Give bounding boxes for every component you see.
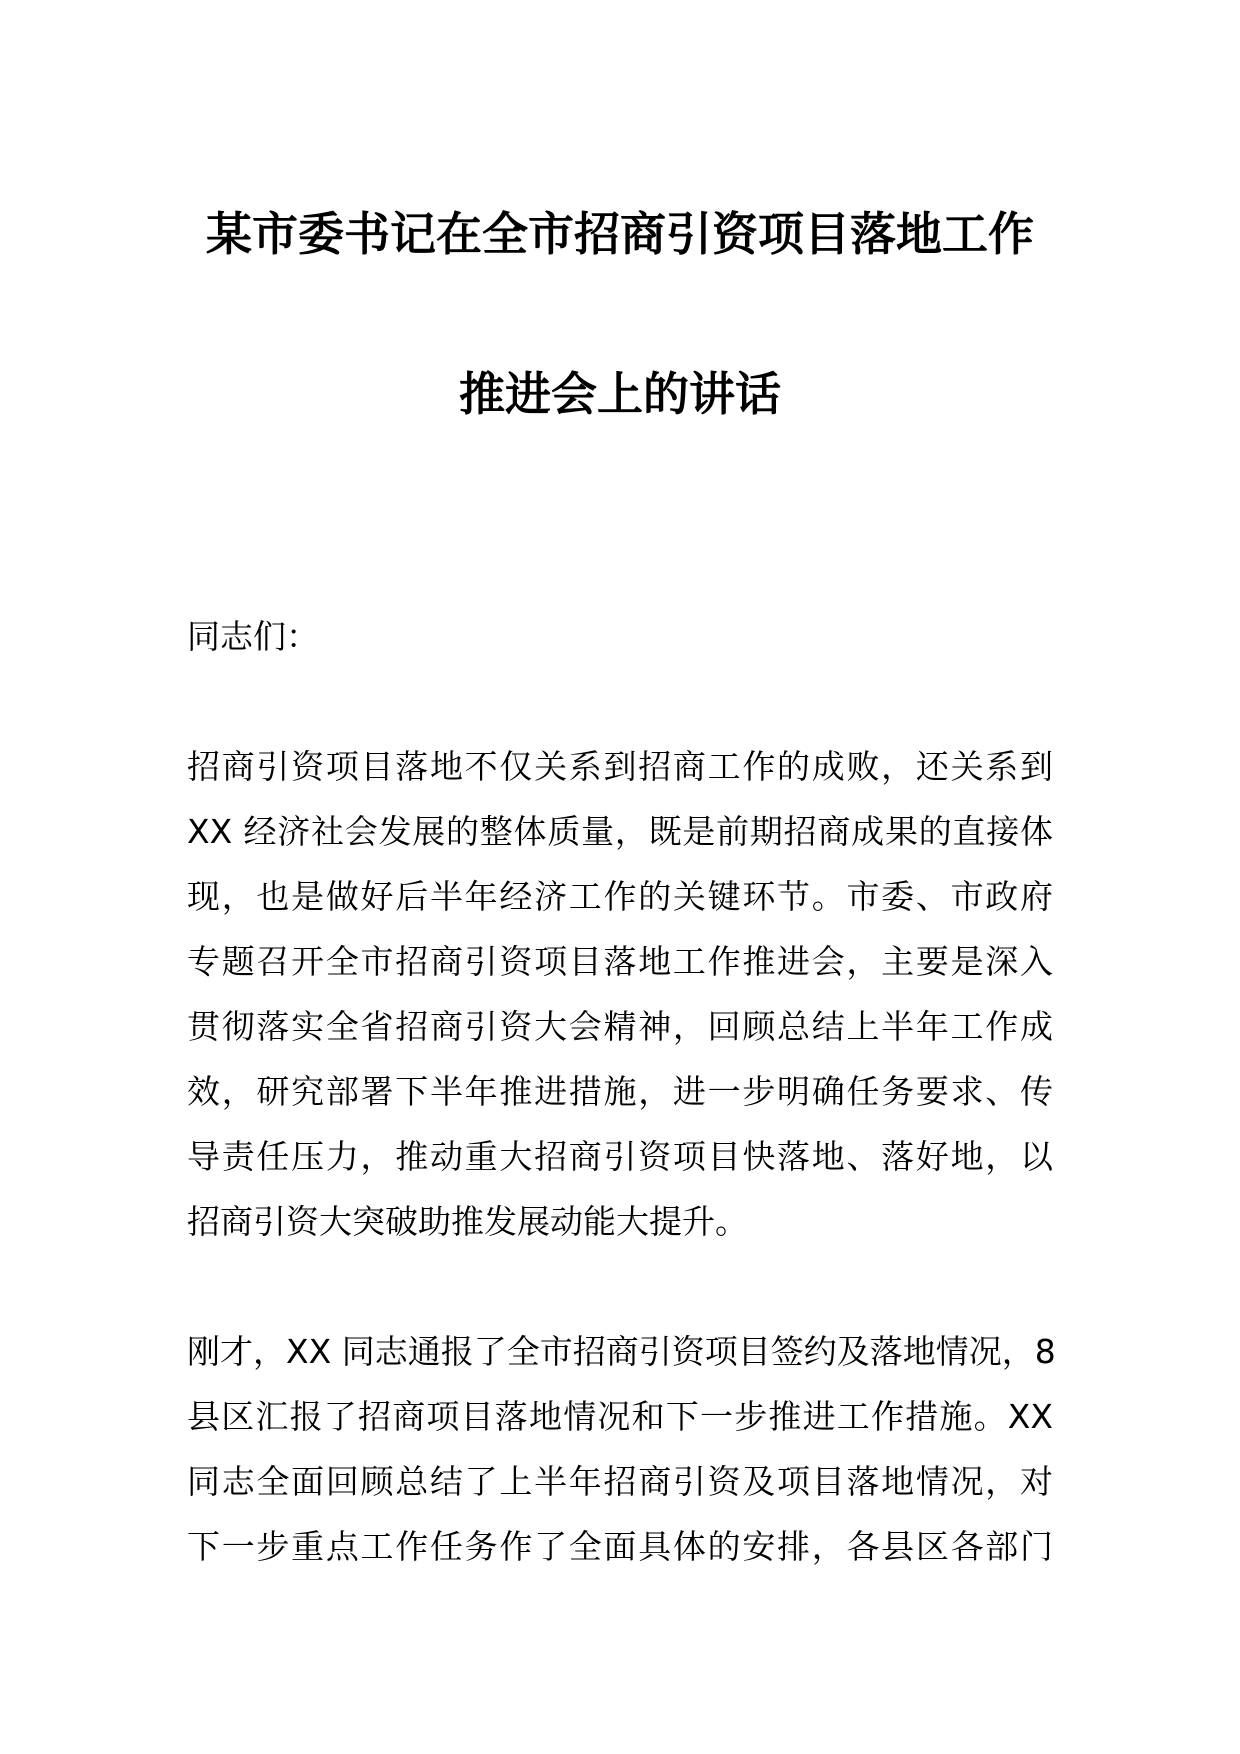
body-line: 专题召开全市招商引资项目落地工作推进会，主要是深入 <box>187 942 1053 981</box>
document-body <box>187 604 1056 1579</box>
body-line: 县区汇报了招商项目落地情况和下一步推进工作措施。XX <box>187 1397 1053 1436</box>
body-line: XX 经济社会发展的整体质量，既是前期招商成果的直接体 <box>187 812 1053 851</box>
paragraph <box>187 604 1053 669</box>
paragraph <box>187 1319 1056 1579</box>
body-line: 刚才，XX 同志通报了全市招商引资项目签约及落地情况，8 <box>187 1332 1056 1371</box>
body-line: 招商引资大突破助推发展动能大提升。 <box>187 1202 748 1241</box>
paragraph <box>187 734 1053 1254</box>
title-line-1: 某市委书记在全市招商引资项目落地工作 <box>206 207 1034 261</box>
body-line: 招商引资项目落地不仅关系到招商工作的成败，还关系到 <box>187 747 1053 786</box>
title-line-2: 推进会上的讲话 <box>459 367 781 421</box>
body-line: 贯彻落实全省招商引资大会精神，回顾总结上半年工作成 <box>187 1007 1053 1046</box>
body-line: 导责任压力，推动重大招商引资项目快落地、落好地，以 <box>187 1137 1053 1176</box>
body-line: 同志全面回顾总结了上半年招商引资及项目落地情况，对 <box>187 1462 1053 1501</box>
body-line: 同志们： <box>187 617 319 656</box>
body-line: 下一步重点工作任务作了全面具体的安排，各县区各部门 <box>187 1527 1053 1566</box>
body-line: 现，也是做好后半年经济工作的关键环节。市委、市政府 <box>187 877 1053 916</box>
body-line: 效，研究部署下半年推进措施，进一步明确任务要求、传 <box>187 1072 1053 1111</box>
document-title <box>187 154 1053 474</box>
